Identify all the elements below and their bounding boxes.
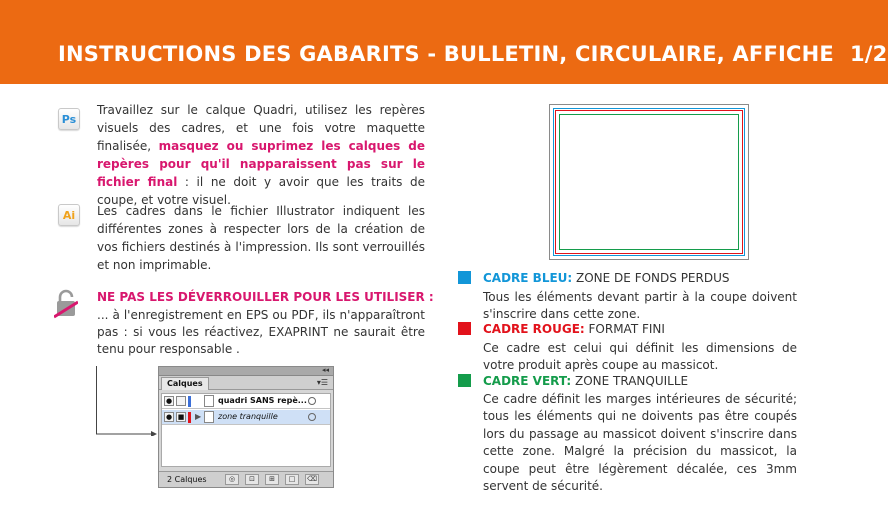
lock-toggle[interactable] (176, 396, 186, 406)
layer-row-quadri[interactable] (162, 394, 330, 409)
photoshop-instructions (97, 101, 425, 209)
green-frame-description: Ce cadre définit les marges intérieures de sécurité; tous les éléments qui ne doivents pas être coupés lors du passage au massicot doivent s'inscrire dans cette zone. Malgré la précision du massicot, la coupe peut être légèrement décalée, ces 3mm servent de sécurité. (483, 392, 797, 494)
page-title (58, 42, 887, 66)
warning-text: ... à l'enregistrement en EPS ou PDF, ils n'apparaîtront pas : si vous les réactivez, EXAPRINT ne saurait être tenu pour responsable . (97, 308, 425, 356)
layers-panel (158, 366, 334, 488)
target-circle-icon[interactable] (308, 397, 316, 405)
page-title-text: INSTRUCTIONS DES GABARITS - BULLETIN, CIRCULAIRE, AFFICHE (58, 42, 834, 66)
target-circle-icon[interactable] (308, 413, 316, 421)
red-frame-heading (483, 322, 665, 336)
photoshop-icon: Ps (58, 108, 80, 130)
red-frame-label: CADRE ROUGE: (483, 322, 585, 336)
red-frame-swatch (458, 322, 471, 335)
layer-color-swatch (188, 396, 191, 407)
blue-frame-title: ZONE DE FONDS PERDUS (572, 271, 730, 285)
layer-name: quadri SANS repè... (218, 396, 307, 405)
collapse-icon[interactable]: ◂◂ (321, 366, 329, 374)
header-banner (0, 0, 888, 84)
layer-name: zone tranquille (218, 412, 278, 421)
new-sublayer-icon[interactable]: ⊞ (265, 474, 279, 485)
lock-icon[interactable]: ■ (177, 413, 185, 421)
page-indicator: 1/2 (849, 42, 888, 66)
eye-icon[interactable]: ● (165, 413, 173, 421)
layer-thumbnail (204, 395, 214, 407)
unlock-forbidden-icon (54, 289, 78, 319)
green-frame-label: CADRE VERT: (483, 374, 572, 388)
blue-frame-swatch (458, 271, 471, 284)
panel-tab-row (159, 376, 333, 390)
tab-calques[interactable]: Calques (161, 377, 209, 390)
frame-diagram (549, 104, 749, 260)
green-frame-heading (483, 374, 688, 388)
new-layer-icon[interactable]: □ (285, 474, 299, 485)
blue-frame-heading (483, 271, 730, 285)
layer-color-swatch (188, 412, 191, 423)
blue-frame-label: CADRE BLEU: (483, 271, 573, 285)
photoshop-highlight: masquez ou suprimez les calques de repères pour qu'il napparaissent pas sur le fichier final (97, 139, 425, 189)
layer-row-zone-tranquille[interactable] (162, 410, 330, 425)
connector-arrow (96, 366, 158, 436)
panel-title-bar (159, 367, 333, 376)
red-frame-description: Ce cadre est celui qui définit les dimensions de votre produit après coupe au massicot. (483, 341, 797, 373)
photoshop-text-after: : il ne doit y avoir que les traits de coupe, et votre visuel. (97, 175, 425, 207)
layer-count: 2 Calques (167, 475, 207, 484)
expand-arrow-icon[interactable]: ▶ (195, 412, 202, 421)
green-frame-title: ZONE TRANQUILLE (571, 374, 689, 388)
trash-icon[interactable]: ⌫ (305, 474, 319, 485)
layer-thumbnail (204, 411, 214, 423)
green-frame-swatch (458, 374, 471, 387)
illustrator-icon: Ai (58, 204, 80, 226)
photoshop-text-before: Travaillez sur le calque Quadri, utilisez les repères visuels des cadres, et une fois votre maquette finalisée, (97, 103, 425, 153)
layers-list (161, 393, 331, 467)
panel-bottom-bar (159, 471, 333, 487)
eye-icon[interactable]: ● (165, 397, 173, 405)
panel-menu-icon[interactable]: ▾☰ (316, 378, 328, 387)
warning-title: NE PAS LES DÉVERROUILLER POUR LES UTILISER : (97, 290, 434, 304)
blue-frame-description: Tous les éléments devant partir à la coupe doivent s'inscrire dans cette zone. (483, 290, 797, 322)
clipping-mask-icon[interactable]: ⊡ (245, 474, 259, 485)
illustrator-instructions: Les cadres dans le fichier Illustrator indiquent les différentes zones à respecter lors de la création de vos fichiers destinés à l'impression. Ils sont verrouillés et non imprimable. (97, 204, 425, 272)
locate-object-icon[interactable]: ◎ (225, 474, 239, 485)
red-frame-title: FORMAT FINI (584, 322, 665, 336)
